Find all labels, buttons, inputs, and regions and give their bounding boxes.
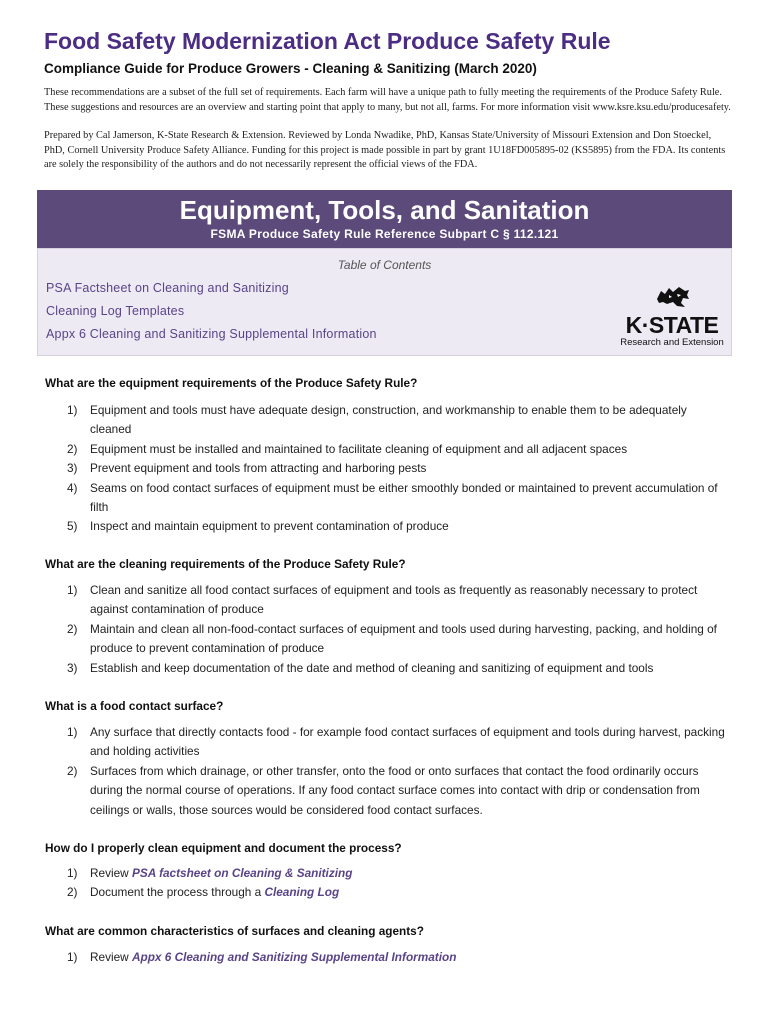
list-item: 2) Equipment must be installed and maintained to facilitate cleaning of equipment and all adjacent spaces bbox=[67, 441, 628, 456]
requirements-list bbox=[45, 581, 725, 678]
question-heading: What are common characteristics of surfaces and cleaning agents? bbox=[45, 924, 424, 938]
appx-6-link[interactable]: Appx 6 Cleaning and Sanitizing Supplemental Information bbox=[131, 950, 457, 964]
question-heading: What are the equipment requirements of the Produce Safety Rule? bbox=[45, 376, 418, 390]
list-item: 3) Prevent equipment and tools from attracting and harboring pests bbox=[67, 461, 427, 476]
list-item: 2) Surfaces from which drainage, or other transfer, onto the food or onto surfaces that contact the food ordinarily occurs during the normal course of operations. If any food contact surface comes into contact with drip or condensation from ceilings or walls, those sources would be considered food contact surfaces. bbox=[67, 763, 700, 817]
banner-subtitle: FSMA Produce Safety Rule Reference Subpart C § 112.121 bbox=[210, 227, 559, 241]
document-title: Food Safety Modernization Act Produce Safety Rule bbox=[44, 28, 611, 54]
list-item: 1) Clean and sanitize all food contact surfaces of equipment and tools as frequently as reasonably necessary to protect against contamination of produce bbox=[67, 583, 698, 617]
list-item: 2) Maintain and clean all non-food-contact surfaces of equipment and tools used during harvesting, packing, and holding of produce to prevent contamination of produce bbox=[67, 621, 717, 656]
list-item: 3) Establish and keep documentation of the date and method of cleaning and sanitizing of equipment and tools bbox=[67, 660, 654, 675]
kstate-wordmark: K·STATE bbox=[625, 312, 719, 338]
requirements-list bbox=[45, 948, 725, 967]
list-item: 1) Equipment and tools must have adequate design, construction, and workmanship to enable them to be adequately cleaned bbox=[67, 403, 687, 437]
toc-link-cleaning-log[interactable]: Cleaning Log Templates bbox=[46, 304, 185, 318]
question-heading: What are the cleaning requirements of the Produce Safety Rule? bbox=[45, 557, 406, 571]
requirements-list bbox=[45, 864, 725, 903]
list-item: 1) Review PSA factsheet on Cleaning & Sanitizing bbox=[67, 866, 353, 880]
requirements-list bbox=[45, 401, 725, 537]
psa-factsheet-link[interactable]: PSA factsheet on Cleaning & Sanitizing bbox=[131, 866, 353, 880]
table-of-contents bbox=[37, 248, 732, 356]
wildcat-icon bbox=[655, 285, 691, 309]
cleaning-log-link[interactable]: Cleaning Log bbox=[264, 885, 340, 900]
section-banner bbox=[37, 190, 732, 248]
toc-heading: Table of Contents bbox=[337, 258, 432, 272]
intro-paragraph: These recommendations are a subset of the full set of requirements. Each farm will have a unique path to fully meeting the requirements of the Produce Safety Rule. These suggestions and resources are an overview and starting point that apply to many, but not all, farms. For more information visit www.ksre.ksu.edu/producesafety. bbox=[44, 87, 731, 113]
banner-title: Equipment, Tools, and Sanitation bbox=[179, 195, 590, 225]
toc-link-psa-factsheet[interactable]: PSA Factsheet on Cleaning and Sanitizing bbox=[46, 281, 289, 295]
list-item: 5) Inspect and maintain equipment to prevent contamination of produce bbox=[67, 519, 449, 534]
list-item: 4) Seams on food contact surfaces of equipment must be either smoothly bonded or maintained to prevent accumulation of filth bbox=[67, 480, 718, 515]
toc-link-appx-6[interactable]: Appx 6 Cleaning and Sanitizing Supplemental Information bbox=[46, 327, 377, 341]
list-item: 1) Review Appx 6 Cleaning and Sanitizing Supplemental Information bbox=[67, 950, 457, 964]
list-item: 1) Any surface that directly contacts food - for example food contact surfaces of equipment and tools during harvest, packing and holding activities bbox=[67, 725, 725, 759]
question-heading: What is a food contact surface? bbox=[45, 699, 224, 713]
credits-paragraph: Prepared by Cal Jamerson, K-State Research & Extension. Reviewed by Londa Nwadike, PhD, Kansas State/University of Missouri Extension and Don Stoeckel, PhD, Cornell University Produce Safety Alliance. Funding for this project is made possible in part by grant 1U18FD005895-02 (KS5895) from the FDA. Its contents are solely the responsibility of the authors and do not necessarily represent the official views of the FDA. bbox=[44, 130, 726, 170]
question-heading: How do I properly clean equipment and document the process? bbox=[45, 841, 402, 855]
document-subtitle: Compliance Guide for Produce Growers - Cleaning & Sanitizing (March 2020) bbox=[44, 61, 537, 76]
kstate-logo bbox=[613, 285, 731, 351]
kstate-subtext: Research and Extension bbox=[620, 337, 724, 348]
list-item: 2) Document the process through a Cleaning Log bbox=[67, 885, 340, 900]
requirements-list bbox=[45, 723, 725, 820]
